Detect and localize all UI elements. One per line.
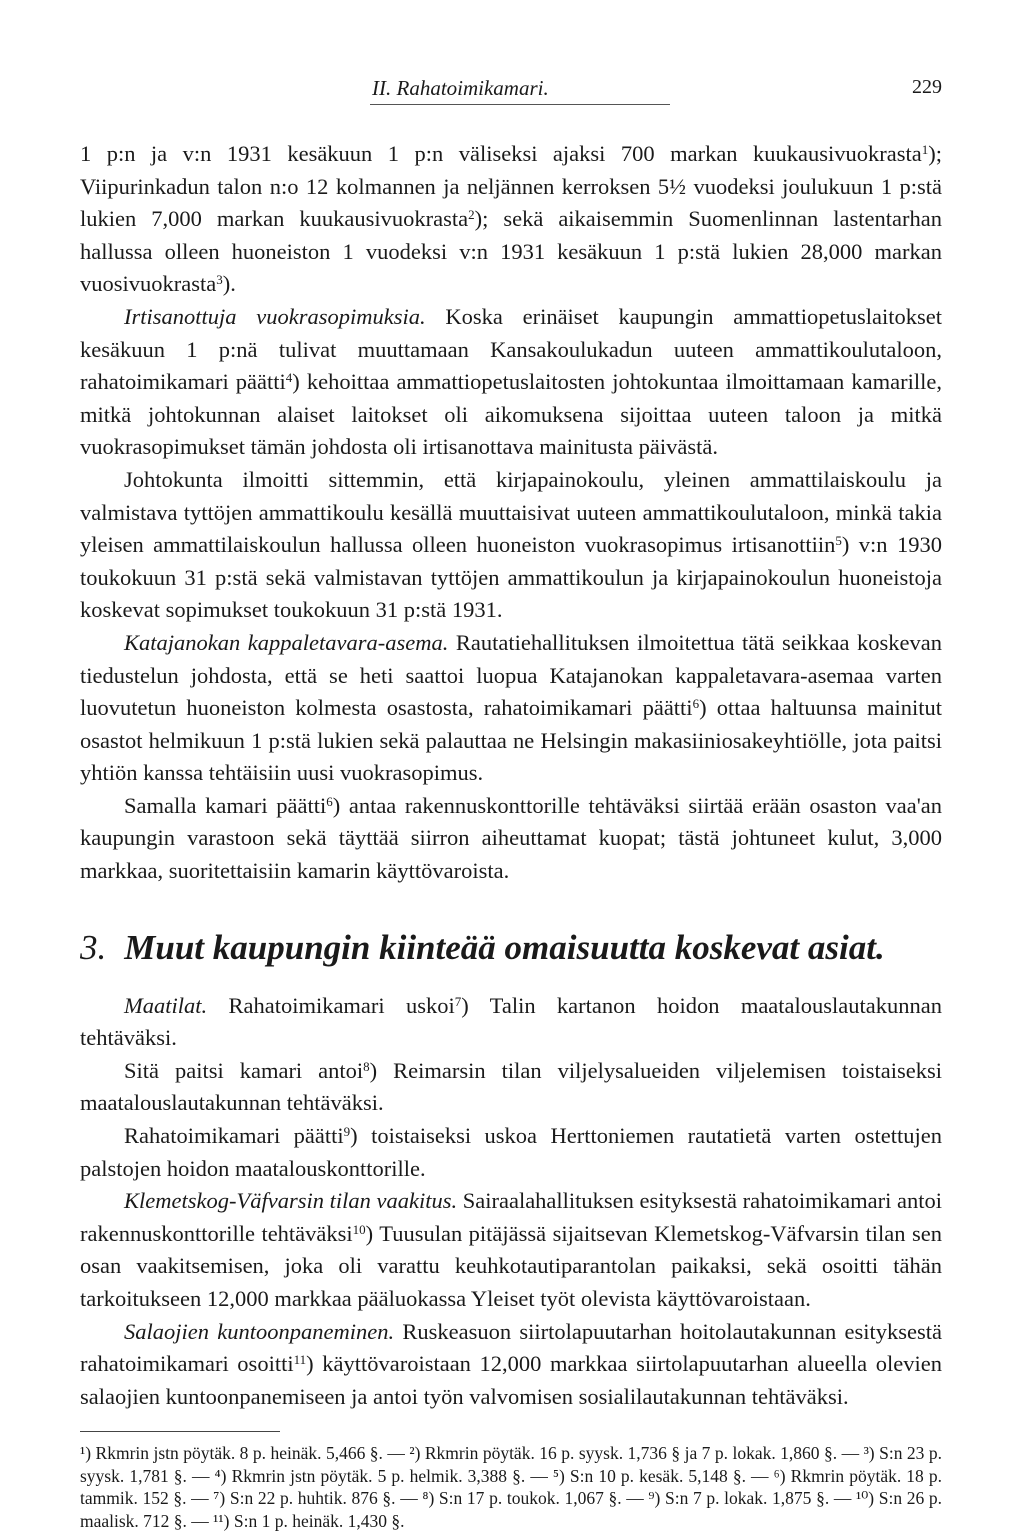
page-number: 229 xyxy=(912,76,942,98)
section-title: Muut kaupungin kiinteää omaisuutta koskevat asiat. xyxy=(124,927,885,967)
paragraph: Katajanokan kappaletavara-asema. Rautatiehallituksen ilmoitettua tätä seikkaa koskevan tiedustelun johdosta, että se heti saattoi luopua Katajanokan kappaletavara-asemaa varten luovutetun huoneiston kolmesta osastosta, rahatoimikamari päätti$^6$) ottaa haltuunsa mainitut osastot helmikuun 1 p:stä lukien sekä palauttaa ne Helsingin makasiiniosakeyhtiölle, jota paitsi yhtiön kanssa tehtäisiin uusi vuokrasopimus. xyxy=(80,629,943,786)
paragraph: Rahatoimikamari päätti$^9$) toistaiseksi uskoa Herttoniemen rautatietä varten ostettujen palstojen hoidon maatalouskonttorille. xyxy=(80,1123,942,1181)
paragraph: Sitä paitsi kamari antoi$^8$) Reimarsin tilan viljelysalueiden viljelemisen toistaiseksi maatalouslautakunnan tehtäväksi. xyxy=(80,1057,942,1116)
paragraph: Maatilat. Rahatoimikamari uskoi$^7$) Talin kartanon hoidon maatalouslautakunnan tehtäväksi. xyxy=(80,992,942,1051)
paragraph: 1 p:n ja v:n 1931 kesäkuun 1 p:n väliseksi ajaksi 700 markan kuukausivuokrasta$^1$); Viipurinkadun talon n:o 12 kolmannen ja neljännen kerroksen 5½ vuodeksi joulukuun 1 p:stä lukien 7,000 markan kuukausivuokrasta$^2$); sekä aikaisemmin Suomenlinnan lastentarhan hallussa olleen huoneiston 1 vuodeksi v:n 1931 kesäkuun 1 p:stä lukien 28,000 markan vuosivuokrasta$^3$). xyxy=(80,141,942,297)
footnotes: ¹) Rkmrin jstn pöytäk. 8 p. heinäk. 5,466 §. — ²) Rkmrin pöytäk. 16 p. syysk. 1,736 § ja 7 p. lokak. 1,860 §. — ³) S:n 23 p. syysk. 1,781 §. — ⁴) Rkmrin jstn pöytäk. 5 p. helmik. 3,388 §. — ⁵) S:n 10 p. kesäk. 5,148 §. — ⁶) Rkmrin pöytäk. 18 p. tammik. 152 §. — ⁷) S:n 22 p. huhtik. 876 §. — ⁸) S:n 17 p. toukok. 1,067 §. — ⁹) S:n 7 p. lokak. 1,875 §. — ¹⁰) S:n 26 p. maalisk. 712 §. — ¹¹) S:n 1 p. heinäk. 1,430 §. xyxy=(80,1443,942,1531)
paragraph: Johtokunta ilmoitti sittemmin, että kirjapainokoulu, yleinen ammattilaiskoulu ja valmistava tyttöjen ammattikoulu kesällä muuttaisivat uuteen ammattikoulutaloon, minkä takia yleisen ammattilaiskoulun hallussa olleen huoneiston vuokrasopimus irtisanottiin$^5$) v:n 1930 toukokuun 31 p:stä sekä valmistavan tyttöjen ammattikoulun ja kirjapainokoulun huoneistoja koskevat sopimukset toukokuun 31 p:stä 1931. xyxy=(80,466,943,623)
paragraph: Irtisanottuja vuokrasopimuksia. Koska erinäiset kaupungin ammattiopetuslaitokset kesäkuun 1 p:nä tulivat muuttamaan Kansakoulukadun uuteen ammattikoulutaloon, rahatoimikamari päätti$^4$) kehoittaa ammattiopetuslaitosten johtokuntaa ilmoittamaan kamarille, mitkä johtokunnan alaiset laitokset oli aikomuksena sijoittaa uuteen taloon ja mitkä vuokrasopimukset tämän johdosta oli irtisanottava mainitusta päivästä. xyxy=(80,303,942,460)
body-text xyxy=(80,138,942,1532)
page-header xyxy=(80,76,942,106)
header-rule xyxy=(370,104,670,105)
footnote-rule xyxy=(80,1431,280,1432)
running-title: II. Rahatoimikamari. xyxy=(372,76,549,100)
section-heading xyxy=(80,928,942,968)
section-number: 3. xyxy=(80,927,107,967)
paragraph: Salaojien kuntoonpaneminen. Ruskeasuon siirtolapuutarhan hoitolautakunnan esityksestä rahatoimikamari osoitti$^{11}$) käyttövaroistaan 12,000 markkaa siirtolapuutarhan alueella olevien salaojien kuntoonpanemiseen ja antoi työn valvomisen sosialilautakunnan tehtäväksi. xyxy=(80,1318,943,1409)
paragraph: Klemetskog-Väfvarsin tilan vaakitus. Sairaalahallituksen esityksestä rahatoimikamari antoi rakennuskonttorille tehtäväksi$^{10}$) Tuusulan pitäjässä sijaitsevan Klemetskog-Väfvarsin tilan sen osan vaakitsemisen, joka oli varattu keuhkotautiparantolan paikaksi, sekä osoitti tähän tarkoitukseen 12,000 markkaa pääluokassa Yleiset työt olevista käyttövaroistaan. xyxy=(80,1188,942,1311)
paragraph: Samalla kamari päätti$^6$) antaa rakennuskonttorille tehtäväksi siirtää erään osaston vaa'an kaupungin varastoon sekä täyttää siirron aiheuttamat kuopat; tästä johtuneet kulut, 3,000 markkaa, suoritettaisiin kamarin käyttövaroista. xyxy=(80,792,942,884)
